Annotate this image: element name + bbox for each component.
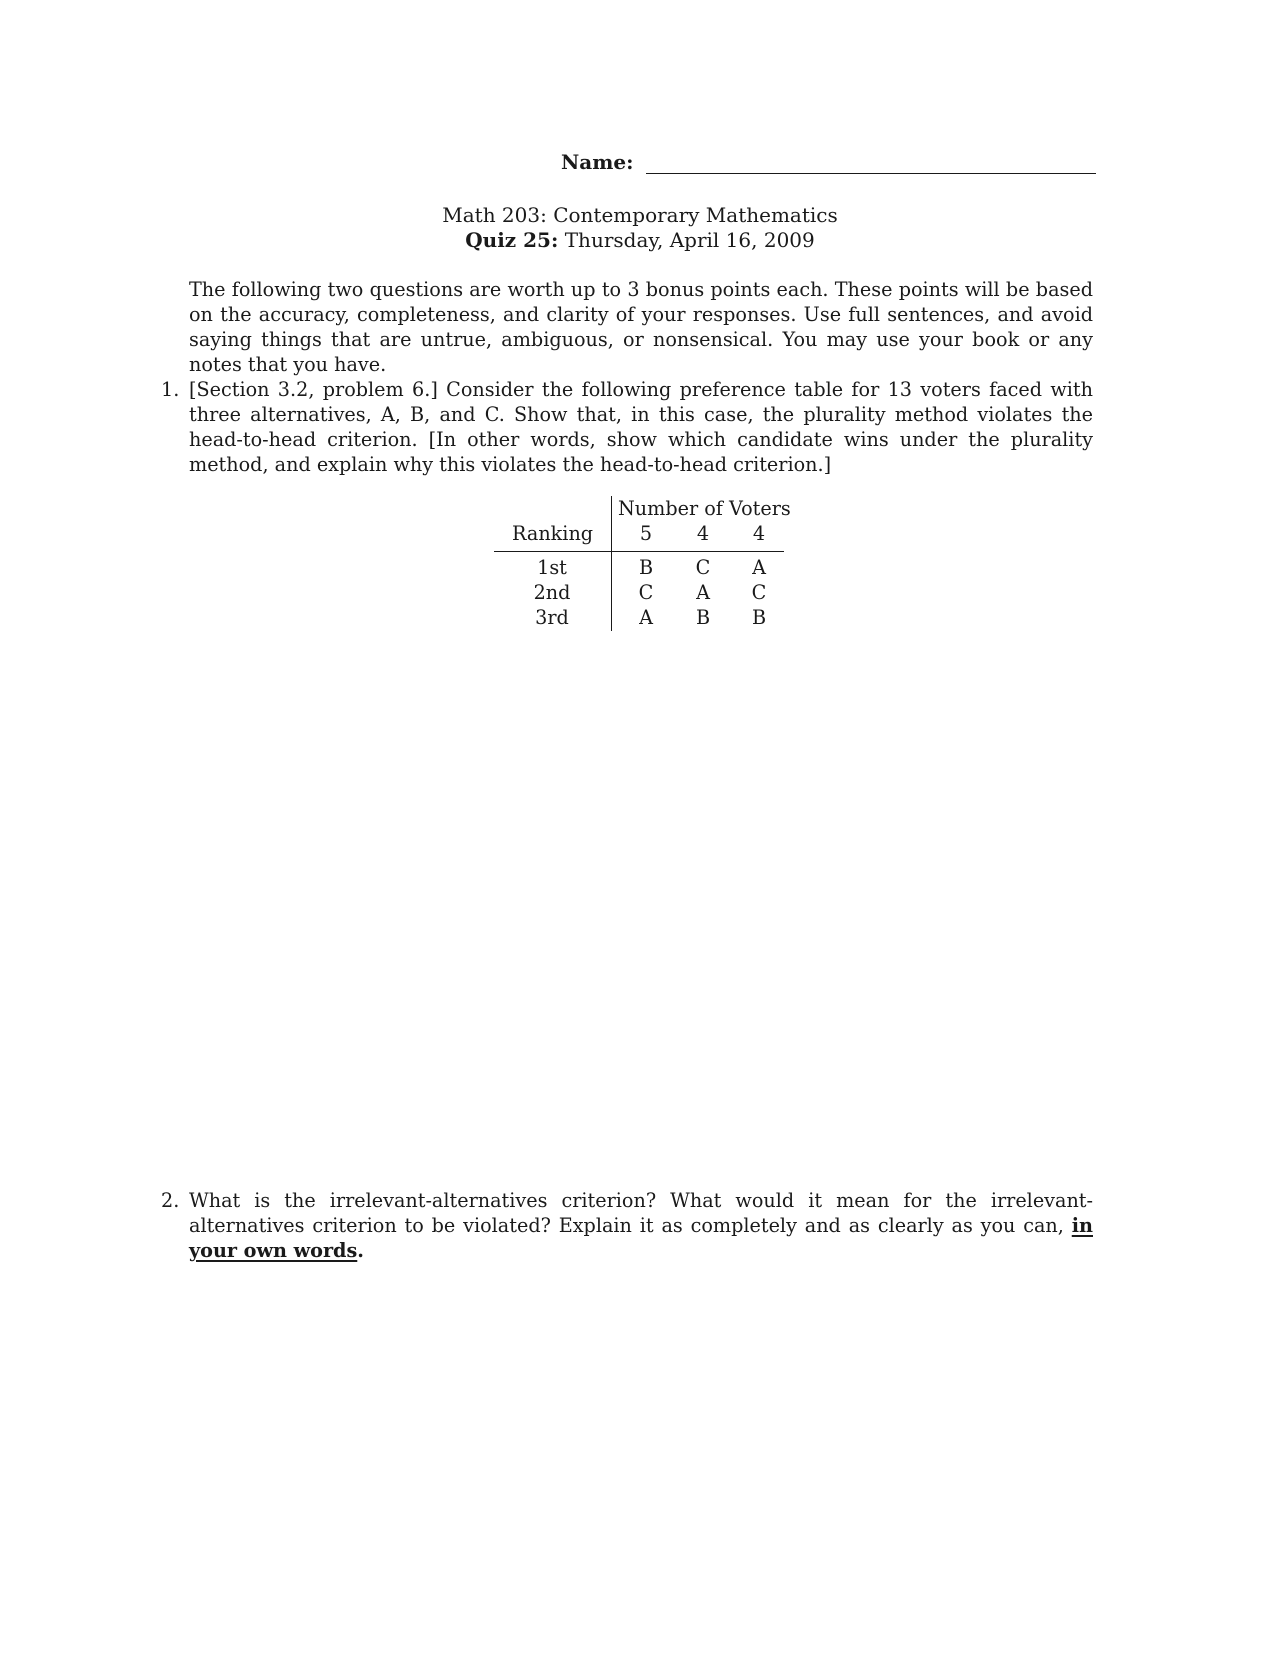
table-row-header: Ranking (512, 522, 594, 545)
question-2-text (189, 1188, 1093, 1263)
choice-2-3: C (751, 581, 767, 604)
name-label: Name: (561, 150, 634, 174)
choice-3-2: B (695, 606, 711, 629)
name-field (561, 150, 1096, 174)
choice-2-1: C (638, 581, 654, 604)
choice-3-1: A (639, 606, 653, 629)
quiz-date: Thursday, April 16, 2009 (564, 228, 815, 252)
table-vertical-rule (611, 496, 612, 631)
table-super-header: Number of Voters (618, 497, 791, 520)
quiz-title (0, 228, 1280, 253)
choice-2-2: A (696, 581, 710, 604)
voter-count-2: 4 (696, 522, 710, 545)
question-1-number: 1. (161, 378, 180, 401)
rank-label-1: 1st (537, 556, 567, 579)
question-2-emphasis: in your own words (189, 1214, 1093, 1262)
choice-3-3: B (751, 606, 767, 629)
choice-1-2: C (695, 556, 711, 579)
quiz-label: Quiz 25: (465, 228, 559, 252)
question-2-body: What is the irrelevant-alternatives criterion? What would it mean for the irrelevant-alternatives criterion to be violated? Explain it as completely and as clearly as you can, (189, 1189, 1093, 1237)
rank-label-2: 2nd (533, 581, 571, 604)
instructions-paragraph: The following two questions are worth up to 3 bonus points each. These points will be based on the accuracy, completeness, and clarity of your responses. Use full sentences, and avoid saying things that are untrue, ambiguous, or nonsensical. You may use your book or any notes that you have. (189, 278, 1093, 376)
question-1-text: [Section 3.2, problem 6.] Consider the following preference table for 13 voters faced with three alternatives, A, B, and C. Show that, in this case, the plurality method violates the head-to-head criterion. [In other words, show which candidate wins under the plurality method, and explain why this violates the head-to-head criterion.] (189, 378, 1093, 476)
voter-count-1: 5 (639, 522, 653, 545)
voter-count-3: 4 (752, 522, 766, 545)
table-horizontal-rule (494, 551, 784, 552)
question-2-number: 2. (161, 1189, 180, 1212)
choice-1-3: A (752, 556, 766, 579)
rank-label-3: 3rd (535, 606, 569, 629)
choice-1-1: B (638, 556, 654, 579)
course-title: Math 203: Contemporary Mathematics (442, 203, 838, 227)
name-blank-line[interactable] (646, 153, 1096, 174)
question-2-end: . (357, 1239, 364, 1262)
